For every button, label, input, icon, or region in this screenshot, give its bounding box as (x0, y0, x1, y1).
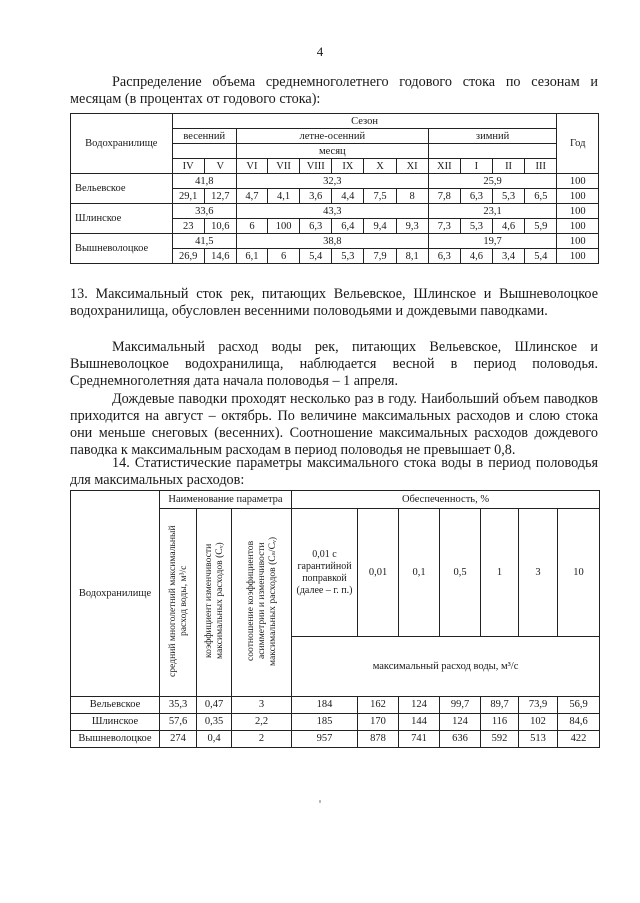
month-value: 12,7 (204, 189, 236, 204)
col-year-header: Год (557, 114, 599, 174)
value-cell: 741 (399, 731, 440, 748)
season-total: 25,9 (428, 174, 557, 189)
value-cell: 3 (232, 697, 292, 714)
prob-header: 3 (519, 509, 558, 637)
scan-mark (319, 800, 321, 803)
season-total: 32,3 (236, 174, 428, 189)
value-cell: 185 (292, 714, 358, 731)
month-value: 5,9 (525, 219, 557, 234)
value-cell: 0,47 (197, 697, 232, 714)
month-value: 4,6 (493, 219, 525, 234)
value-cell: 56,9 (558, 697, 600, 714)
season-total: 19,7 (428, 234, 557, 249)
month-value: 29,1 (172, 189, 204, 204)
prob-header-guarantee: 0,01 с гарантийной поправкой (далее – г. п.) (292, 509, 358, 637)
season-total: 43,3 (236, 204, 428, 219)
param-cv: коэффициент изменчивости максимальных расходов (Cᵥ) (203, 542, 225, 659)
seasonal-distribution-table (70, 113, 599, 264)
month-value: 100 (268, 219, 300, 234)
value-cell: 422 (558, 731, 600, 748)
month-value: 14,6 (204, 249, 236, 264)
year-value: 100 (557, 219, 599, 234)
month-header: VI (236, 159, 267, 174)
season-spring: весенний (172, 129, 236, 144)
reservoir-name: Шлинское (71, 714, 160, 731)
paragraph-13-b: Максимальный расход воды рек, питающих Вельевское, Шлинское и Вышневолоцкое водохранилища, наблюдается весной в период половодья. Среднемноголетняя дата начала половодья – 1 апреля. (70, 339, 598, 389)
value-cell: 73,9 (519, 697, 558, 714)
value-cell: 57,6 (160, 714, 197, 731)
month-value: 9,3 (396, 219, 428, 234)
month-value: 9,4 (364, 219, 396, 234)
value-cell: 957 (292, 731, 358, 748)
month-value: 8 (396, 189, 428, 204)
month-header: V (204, 159, 236, 174)
month-header: X (364, 159, 396, 174)
year-value: 100 (557, 234, 599, 249)
month-value: 26,9 (172, 249, 204, 264)
col-param-header: Наименование параметра (160, 491, 292, 509)
month-value: 6,3 (428, 249, 460, 264)
season-total: 38,8 (236, 234, 428, 249)
value-cell: 184 (292, 697, 358, 714)
season-total: 41,5 (172, 234, 236, 249)
year-value: 100 (557, 174, 599, 189)
month-value: 8,1 (396, 249, 428, 264)
value-cell: 878 (358, 731, 399, 748)
month-value: 7,8 (428, 189, 460, 204)
season-winter: зимний (428, 129, 557, 144)
value-cell: 99,7 (440, 697, 481, 714)
month-header: IX (332, 159, 364, 174)
value-cell: 144 (399, 714, 440, 731)
value-cell: 170 (358, 714, 399, 731)
paragraph-14: 14. Статистические параметры максимального стока воды в период половодья для максимальных расходов: (70, 455, 598, 488)
value-cell: 0,35 (197, 714, 232, 731)
month-header: IV (172, 159, 204, 174)
value-cell: 2,2 (232, 714, 292, 731)
month-value: 5,3 (460, 219, 492, 234)
month-value: 5,3 (493, 189, 525, 204)
month-value: 7,3 (428, 219, 460, 234)
month-value: 3,4 (493, 249, 525, 264)
col-season-header: Сезон (172, 114, 557, 129)
value-cell: 89,7 (481, 697, 519, 714)
month-value: 6 (236, 219, 267, 234)
reservoir-name: Вышневолоцкое (71, 731, 160, 748)
col-reservoir-header: Водохранилище (71, 491, 160, 697)
value-cell: 116 (481, 714, 519, 731)
season-total: 33,6 (172, 204, 236, 219)
paragraph-13-a: 13. Максимальный сток рек, питающих Вельевское, Шлинское и Вышневолоцкое водохранилища, обусловлен весенними половодьями и дождевыми паводками. (70, 286, 598, 319)
reservoir-name: Шлинское (71, 204, 173, 234)
prob-header: 0,01 (358, 509, 399, 637)
month-header: XII (428, 159, 460, 174)
prob-header: 0,1 (399, 509, 440, 637)
season-summer-autumn: летне-осенний (236, 129, 428, 144)
month-value: 23 (172, 219, 204, 234)
value-cell: 162 (358, 697, 399, 714)
month-header: I (460, 159, 492, 174)
month-value: 5,4 (525, 249, 557, 264)
intro-paragraph: Распределение объема среднемноголетнего годового стока по сезонам и месяцам (в процентах от годового стока): (70, 74, 598, 107)
prob-header: 10 (558, 509, 600, 637)
month-value: 7,9 (364, 249, 396, 264)
month-header: VIII (300, 159, 332, 174)
value-cell: 124 (399, 697, 440, 714)
month-value: 6,4 (332, 219, 364, 234)
value-cell: 0,4 (197, 731, 232, 748)
value-cell: 592 (481, 731, 519, 748)
month-value: 4,7 (236, 189, 267, 204)
month-header: XI (396, 159, 428, 174)
month-value: 6,5 (525, 189, 557, 204)
month-value: 7,5 (364, 189, 396, 204)
month-value: 10,6 (204, 219, 236, 234)
season-total: 23,1 (428, 204, 557, 219)
season-total: 41,8 (172, 174, 236, 189)
month-value: 6,3 (300, 219, 332, 234)
month-value: 6,3 (460, 189, 492, 204)
value-cell: 513 (519, 731, 558, 748)
month-value: 5,4 (300, 249, 332, 264)
month-value: 6,1 (236, 249, 267, 264)
month-value: 3,6 (300, 189, 332, 204)
value-cell: 35,3 (160, 697, 197, 714)
unit-label: максимальный расход воды, м³/с (292, 637, 600, 697)
paragraph-13-c: Дождевые паводки проходят несколько раз в году. Наибольший объем паводков приходится на август – октябрь. По величине максимальных расходов и слою стока они меньше снеговых (весенних). Соотношение максимальных расходов дождевого паводка к максимальным расходам в период половодья не превышает 0,8. (70, 391, 598, 458)
month-header: II (493, 159, 525, 174)
prob-header: 1 (481, 509, 519, 637)
value-cell: 2 (232, 731, 292, 748)
param-mean-discharge: средний многолетний максимальный расход воды, м³/с (167, 524, 189, 677)
month-header: III (525, 159, 557, 174)
year-value: 100 (557, 249, 599, 264)
month-value: 4,4 (332, 189, 364, 204)
month-value: 4,1 (268, 189, 300, 204)
prob-header: 0,5 (440, 509, 481, 637)
param-cs-cv: соотношение коэффициентов асимметрии и изменчивости максимальных расходов (Cₛ/Cᵥ) (245, 536, 278, 666)
year-value: 100 (557, 189, 599, 204)
month-label: месяц (236, 144, 428, 159)
value-cell: 124 (440, 714, 481, 731)
col-prob-header: Обеспеченность, % (292, 491, 600, 509)
value-cell: 102 (519, 714, 558, 731)
col-reservoir-header: Водохранилище (71, 114, 173, 174)
value-cell: 636 (440, 731, 481, 748)
year-value: 100 (557, 204, 599, 219)
reservoir-name: Вышневолоцкое (71, 234, 173, 264)
month-value: 5,3 (332, 249, 364, 264)
month-value: 6 (268, 249, 300, 264)
max-runoff-parameters-table (70, 490, 600, 748)
month-header: VII (268, 159, 300, 174)
reservoir-name: Вельевское (71, 174, 173, 204)
month-value: 4,6 (460, 249, 492, 264)
value-cell: 84,6 (558, 714, 600, 731)
reservoir-name: Вельевское (71, 697, 160, 714)
page-number: 4 (316, 44, 324, 59)
value-cell: 274 (160, 731, 197, 748)
